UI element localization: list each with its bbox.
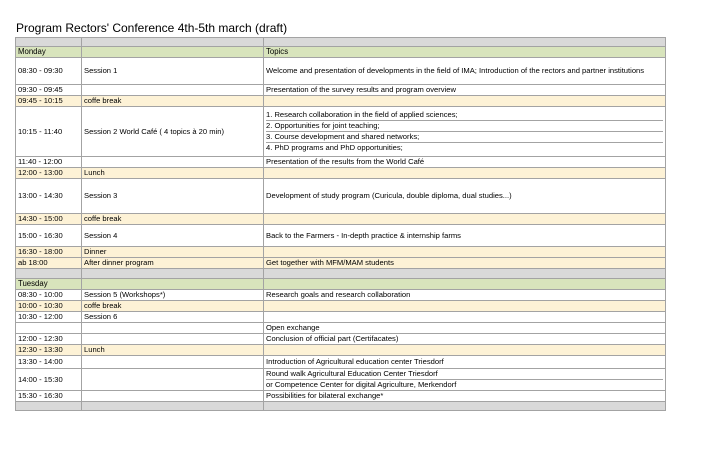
session-cell: Session 1 xyxy=(82,58,264,85)
day-header-row xyxy=(16,47,666,58)
topic-cell: Presentation of the survey results and program overview xyxy=(264,85,666,96)
topic-line: 4. PhD programs and PhD opportunities; xyxy=(266,143,403,152)
time-cell xyxy=(16,269,82,279)
topic-cell: Get together with MFM/MAM students xyxy=(264,258,666,269)
table-row xyxy=(16,247,666,258)
time-cell: Monday xyxy=(16,47,82,58)
topic-cell: Topics xyxy=(264,47,666,58)
time-cell: 10:00 - 10:30 xyxy=(16,301,82,312)
topic-line: or Competence Center for digital Agriculture, Merkendorf xyxy=(266,380,457,389)
table-row xyxy=(16,258,666,269)
session-cell: After dinner program xyxy=(82,258,264,269)
table-row xyxy=(16,290,666,301)
session-cell xyxy=(82,334,264,345)
time-cell: 16:30 - 18:00 xyxy=(16,247,82,258)
topic-line: 3. Course development and shared networks; xyxy=(266,132,663,143)
time-cell xyxy=(16,323,82,334)
session-cell xyxy=(82,85,264,96)
time-cell: 14:30 - 15:00 xyxy=(16,214,82,225)
table-row xyxy=(16,323,666,334)
separator-row xyxy=(16,269,666,279)
topic-cell xyxy=(264,369,666,391)
session-cell xyxy=(82,391,264,402)
time-cell xyxy=(16,38,82,47)
topic-cell xyxy=(264,402,666,411)
program-table-body xyxy=(16,38,666,411)
topic-cell xyxy=(264,96,666,107)
time-cell: Tuesday xyxy=(16,279,82,290)
session-cell: Lunch xyxy=(82,345,264,356)
table-row xyxy=(16,58,666,85)
topic-cell xyxy=(264,247,666,258)
table-row xyxy=(16,157,666,168)
table-row xyxy=(16,225,666,247)
time-cell: 12:30 - 13:30 xyxy=(16,345,82,356)
session-cell: Session 5 (Workshops*) xyxy=(82,290,264,301)
session-cell: coffe break xyxy=(82,301,264,312)
time-cell: 15:00 - 16:30 xyxy=(16,225,82,247)
session-cell: Session 2 World Café ( 4 topics à 20 min) xyxy=(82,107,264,157)
table-row xyxy=(16,179,666,214)
topic-line: 1. Research collaboration in the field of applied sciences; xyxy=(266,110,663,121)
time-cell: 10:30 - 12:00 xyxy=(16,312,82,323)
time-cell: 08:30 - 09:30 xyxy=(16,58,82,85)
separator-row xyxy=(16,402,666,411)
time-cell: 10:15 - 11:40 xyxy=(16,107,82,157)
session-cell: Dinner xyxy=(82,247,264,258)
session-cell xyxy=(82,47,264,58)
session-cell xyxy=(82,279,264,290)
topic-cell: Development of study program (Curicula, double diploma, dual studies...) xyxy=(264,179,666,214)
table-row xyxy=(16,168,666,179)
session-cell xyxy=(82,323,264,334)
table-row xyxy=(16,214,666,225)
topic-cell: Presentation of the results from the World Café xyxy=(264,157,666,168)
topic-line: Round walk Agricultural Education Center Triesdorf xyxy=(266,369,663,380)
time-cell: 12:00 - 13:00 xyxy=(16,168,82,179)
topic-cell xyxy=(264,345,666,356)
table-row xyxy=(16,107,666,157)
topic-cell: Introduction of Agricultural education center Triesdorf xyxy=(264,356,666,369)
table-row xyxy=(16,334,666,345)
topic-cell xyxy=(264,214,666,225)
table-row xyxy=(16,312,666,323)
topic-cell: Open exchange xyxy=(264,323,666,334)
session-cell xyxy=(82,38,264,47)
topic-cell: Back to the Farmers - In-depth practice & internship farms xyxy=(264,225,666,247)
time-cell: 11:40 - 12:00 xyxy=(16,157,82,168)
topic-cell xyxy=(264,168,666,179)
time-cell: 09:30 - 09:45 xyxy=(16,85,82,96)
session-cell xyxy=(82,356,264,369)
time-cell: 14:00 - 15:30 xyxy=(16,369,82,391)
session-cell: Session 3 xyxy=(82,179,264,214)
time-cell: 09:45 - 10:15 xyxy=(16,96,82,107)
topic-cell: Research goals and research collaboration xyxy=(264,290,666,301)
day-header-row xyxy=(16,279,666,290)
program-table xyxy=(15,37,666,411)
topic-cell xyxy=(264,301,666,312)
time-cell: 08:30 - 10:00 xyxy=(16,290,82,301)
table-row xyxy=(16,369,666,391)
topic-cell: Possibilities for bilateral exchange* xyxy=(264,391,666,402)
topic-cell: Conclusion of official part (Certifacates) xyxy=(264,334,666,345)
session-cell: coffe break xyxy=(82,214,264,225)
session-cell xyxy=(82,157,264,168)
session-cell: Lunch xyxy=(82,168,264,179)
session-cell xyxy=(82,402,264,411)
table-row xyxy=(16,391,666,402)
topic-line: 2. Opportunities for joint teaching; xyxy=(266,121,663,132)
table-row xyxy=(16,301,666,312)
session-cell xyxy=(82,269,264,279)
table-row xyxy=(16,85,666,96)
time-cell: ab 18:00 xyxy=(16,258,82,269)
time-cell: 12:00 - 12:30 xyxy=(16,334,82,345)
time-cell: 13:30 - 14:00 xyxy=(16,356,82,369)
topic-cell xyxy=(264,312,666,323)
table-row xyxy=(16,96,666,107)
time-cell: 15:30 - 16:30 xyxy=(16,391,82,402)
table-row xyxy=(16,356,666,369)
topic-cell: Welcome and presentation of developments in the field of IMA; Introduction of the rectors and partner institutions xyxy=(264,58,666,85)
time-cell: 13:00 - 14:30 xyxy=(16,179,82,214)
session-cell: coffe break xyxy=(82,96,264,107)
session-cell: Session 6 xyxy=(82,312,264,323)
separator-row xyxy=(16,38,666,47)
topic-cell xyxy=(264,279,666,290)
time-cell xyxy=(16,402,82,411)
topic-cell xyxy=(264,269,666,279)
session-cell xyxy=(82,369,264,391)
document-title: Program Rectors' Conference 4th-5th march (draft) xyxy=(16,21,288,35)
table-row xyxy=(16,345,666,356)
topic-cell xyxy=(264,107,666,157)
topic-cell xyxy=(264,38,666,47)
session-cell: Session 4 xyxy=(82,225,264,247)
